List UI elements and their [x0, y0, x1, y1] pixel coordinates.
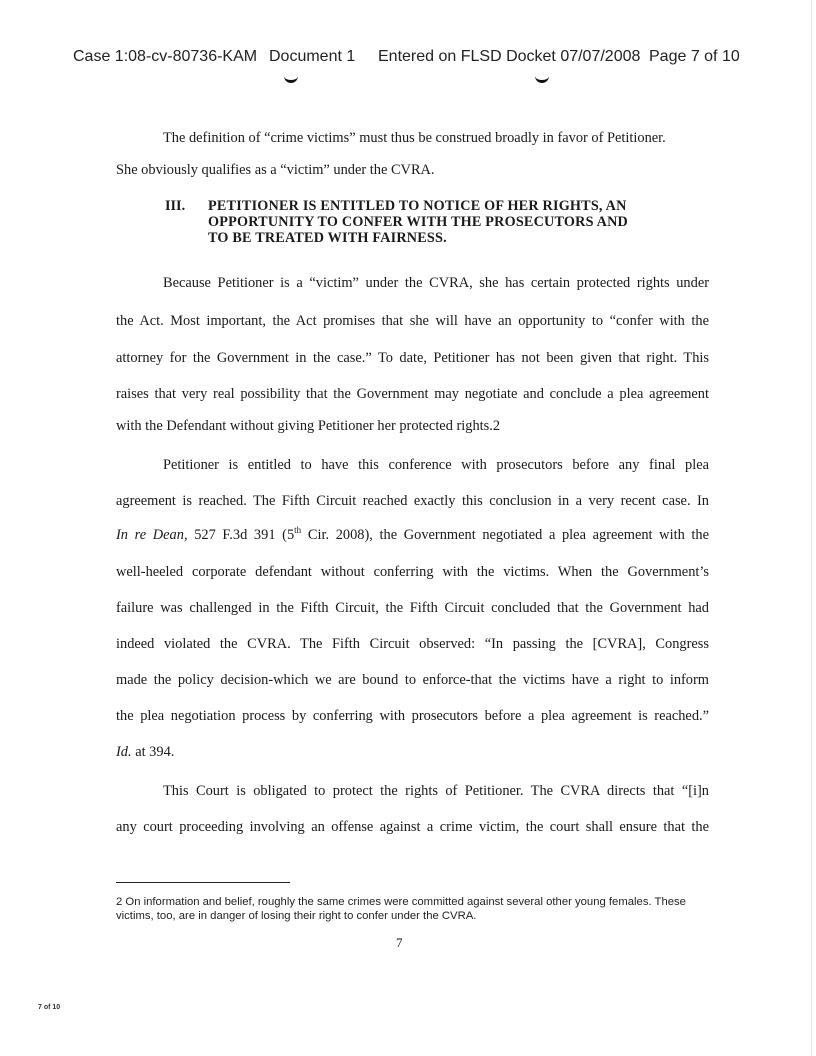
- page-edge-line: [811, 0, 812, 1056]
- scan-mark-left: [284, 74, 298, 83]
- case-name: In re Dean: [116, 527, 184, 543]
- docket-entry: Entered on FLSD Docket 07/07/2008: [378, 48, 641, 65]
- section-numeral: III.: [165, 198, 186, 214]
- body-line: made the policy decision-which we are bound to enforce-that the victims have a right to inform: [116, 672, 709, 688]
- body-line: This Court is obligated to protect the rights of Petitioner. The CVRA directs that “[i]n: [163, 783, 709, 799]
- section-heading-line: PETITIONER IS ENTITLED TO NOTICE OF HER RIGHTS, AN: [208, 198, 627, 214]
- section-heading: [208, 198, 628, 246]
- body-line: She obviously qualifies as a “victim” under the CVRA.: [116, 162, 435, 178]
- footnote-divider: [116, 882, 290, 883]
- body-line: the plea negotiation process by conferring with prosecutors before a plea agreement is reached.”: [116, 708, 709, 724]
- page-number: 7: [396, 935, 403, 950]
- case-number: Case 1:08-cv-80736-KAM: [73, 48, 258, 65]
- scan-mark-right: [535, 74, 549, 83]
- body-line: attorney for the Government in the case.” To date, Petitioner has not been given that right. This: [116, 350, 709, 366]
- body-line: indeed violated the CVRA. The Fifth Circuit observed: “In passing the [CVRA], Congress: [116, 636, 709, 652]
- document-label: Document 1: [269, 48, 356, 65]
- body-line: Because Petitioner is a “victim” under the CVRA, she has certain protected rights under: [163, 275, 709, 291]
- body-line: raises that very real possibility that the Government may negotiate and conclude a plea agreement: [116, 386, 709, 402]
- section-heading-line: TO BE TREATED WITH FAIRNESS.: [208, 230, 447, 246]
- body-line-cite: Id. at 394.: [116, 744, 175, 760]
- footnote-line: 2 On information and belief, roughly the same crimes were committed against several other young females. These: [116, 896, 686, 908]
- footer-stamp: 7 of 10: [38, 1004, 61, 1011]
- body-line: with the Defendant without giving Petitioner her protected rights.2: [116, 418, 501, 434]
- body-line: The definition of “crime victims” must thus be construed broadly in favor of Petitioner.: [163, 130, 666, 146]
- section-heading-line: OPPORTUNITY TO CONFER WITH THE PROSECUTORS AND: [208, 214, 628, 230]
- body-line: agreement is reached. The Fifth Circuit reached exactly this conclusion in a very recent case. In: [116, 493, 709, 509]
- body-line: failure was challenged in the Fifth Circuit, the Fifth Circuit concluded that the Government had: [116, 600, 709, 616]
- body-line: Petitioner is entitled to have this conference with prosecutors before any final plea: [163, 457, 709, 473]
- page-indicator: Page 7 of 10: [649, 48, 740, 65]
- footnote-line: victims, too, are in danger of losing their right to confer under the CVRA.: [116, 910, 477, 922]
- body-line-citation: In re Dean, 527 F.3d 391 (5th Cir. 2008), the Government negotiated a plea agreement with the: [116, 525, 710, 543]
- body-line: the Act. Most important, the Act promises that she will have an opportunity to “confer with the: [116, 313, 709, 329]
- body-line: well-heeled corporate defendant without conferring with the victims. When the Government’s: [116, 564, 709, 580]
- body-line: any court proceeding involving an offense against a crime victim, the court shall ensure that the: [116, 819, 709, 835]
